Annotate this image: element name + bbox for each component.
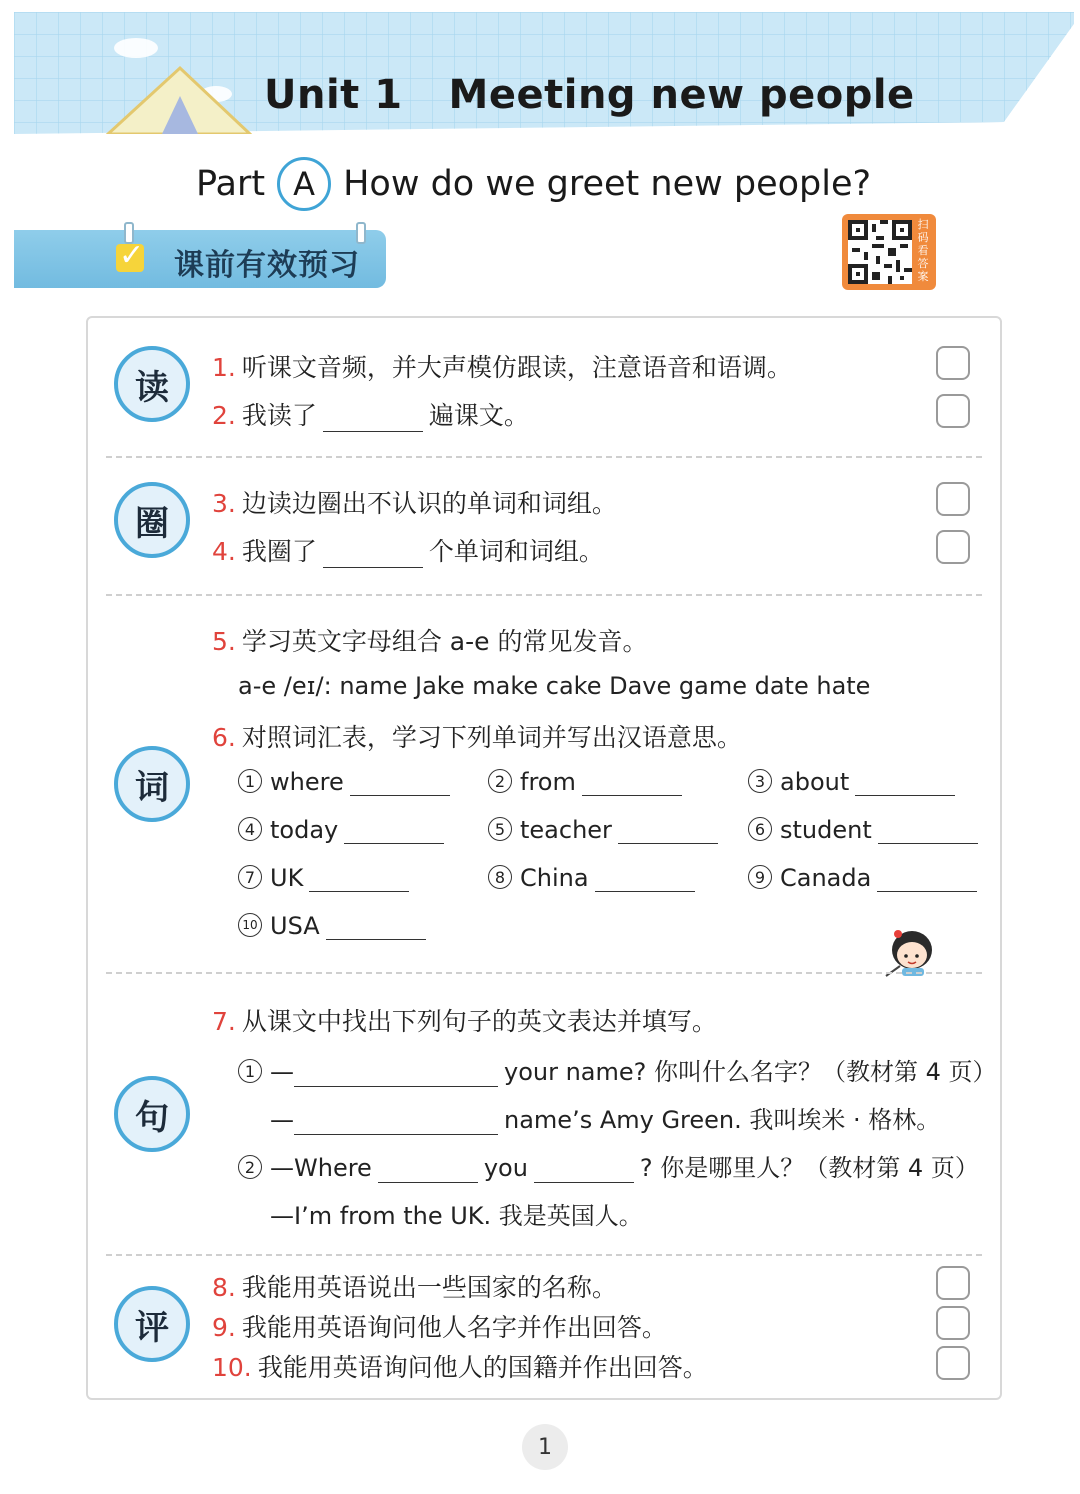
item-4-number: 4. xyxy=(212,537,236,566)
sentences-badge: 句 xyxy=(114,1076,190,1152)
sentence-2a-blank-2[interactable] xyxy=(534,1160,634,1183)
item-7 xyxy=(212,1002,717,1038)
vocab-item xyxy=(748,864,983,892)
vocab-item xyxy=(238,912,432,940)
part-letter-badge: A xyxy=(277,157,331,211)
vocab-item xyxy=(238,864,415,892)
vocab-word: student xyxy=(780,816,872,844)
vocab-item xyxy=(488,768,688,796)
vocab-index: 8 xyxy=(488,865,512,889)
words-badge: 词 xyxy=(114,746,190,822)
vocab-answer-blank[interactable] xyxy=(350,773,450,796)
item-2-number: 2. xyxy=(212,401,236,430)
vocab-word: where xyxy=(270,768,344,796)
answer-qr-code[interactable] xyxy=(842,214,936,290)
part-question: How do we greet new people? xyxy=(343,164,872,204)
sentence-1b-blank[interactable] xyxy=(294,1112,498,1135)
vocab-index: 6 xyxy=(748,817,772,841)
vocab-word: teacher xyxy=(520,816,612,844)
vocab-index: 7 xyxy=(238,865,262,889)
item-4-prefix: 我圈了 xyxy=(241,537,317,566)
vocab-word: USA xyxy=(270,912,320,940)
item-10-number: 10. xyxy=(212,1353,252,1382)
item-5 xyxy=(212,622,647,658)
sentence-1a-blank[interactable] xyxy=(294,1064,498,1087)
vocab-word: China xyxy=(520,864,589,892)
vocab-index: 10 xyxy=(238,913,262,937)
sentence-2b: —I’m from the UK. 我是英国人。 xyxy=(270,1202,643,1230)
vocab-answer-blank[interactable] xyxy=(877,869,977,892)
qr-code-icon xyxy=(848,220,912,284)
item-7-number: 7. xyxy=(212,1007,236,1036)
item-3-checkbox[interactable] xyxy=(936,482,970,516)
sentence-1a-tail: your name? 你叫什么名字？（教材第 4 页） xyxy=(504,1058,997,1086)
phonics-line: a-e /eɪ/: name Jake make cake Dave game date hate xyxy=(238,672,871,700)
read-count-blank[interactable] xyxy=(323,409,423,432)
vocab-item xyxy=(238,816,450,844)
section-divider xyxy=(106,1254,982,1256)
qr-side-text: 扫码看答案 xyxy=(917,218,929,283)
item-1-number: 1. xyxy=(212,353,236,382)
item-3-number: 3. xyxy=(212,489,236,518)
item-7-text: 从课文中找出下列句子的英文表达并填写。 xyxy=(241,1007,717,1036)
item-8 xyxy=(212,1268,617,1304)
unit-label: Unit 1 xyxy=(264,72,403,118)
vocab-answer-blank[interactable] xyxy=(878,821,978,844)
vocab-word: UK xyxy=(270,864,304,892)
vocab-item xyxy=(748,816,984,844)
item-1-checkbox[interactable] xyxy=(936,346,970,380)
vocab-answer-blank[interactable] xyxy=(582,773,682,796)
vocab-word: today xyxy=(270,816,339,844)
sentence-2a-mid: you xyxy=(483,1154,528,1182)
item-9-number: 9. xyxy=(212,1313,236,1342)
item-6-text: 对照词汇表，学习下列单词并写出汉语意思。 xyxy=(241,723,742,752)
vocab-item xyxy=(488,816,724,844)
sentence-2a-blank-1[interactable] xyxy=(378,1160,478,1183)
vocab-index: 4 xyxy=(238,817,262,841)
vocab-item xyxy=(748,768,961,796)
item-6 xyxy=(212,718,742,754)
item-4 xyxy=(212,532,604,568)
item-5-text: 学习英文字母组合 a-e 的常见发音。 xyxy=(241,627,648,656)
vocab-word: about xyxy=(780,768,850,796)
item-9 xyxy=(212,1308,667,1344)
circle-count-blank[interactable] xyxy=(323,545,423,568)
item-3-text: 边读边圈出不认识的单词和词组。 xyxy=(241,489,617,518)
dash: — xyxy=(270,1058,294,1086)
item-1-text: 听课文音频，并大声模仿跟读，注意语音和语调。 xyxy=(241,353,792,382)
sentence-1a xyxy=(238,1052,997,1087)
item-1 xyxy=(212,348,792,384)
part-title xyxy=(196,152,871,216)
vocab-item xyxy=(488,864,701,892)
vocab-index: 9 xyxy=(748,865,772,889)
vocab-index: 2 xyxy=(488,769,512,793)
sentence-index: 2 xyxy=(238,1155,262,1179)
sentence-1b-tail: name’s Amy Green. 我叫埃米 · 格林。 xyxy=(504,1106,941,1134)
item-4-checkbox[interactable] xyxy=(936,530,970,564)
sentence-2a xyxy=(238,1148,979,1183)
preview-tab-label: 课前有效预习 xyxy=(174,248,360,283)
item-10-checkbox[interactable] xyxy=(936,1346,970,1380)
item-2-suffix: 遍课文。 xyxy=(428,401,529,430)
girl-illustration-icon xyxy=(884,926,938,978)
preview-card xyxy=(86,316,1002,1400)
vocab-index: 5 xyxy=(488,817,512,841)
vocab-answer-blank[interactable] xyxy=(595,869,695,892)
item-2-checkbox[interactable] xyxy=(936,394,970,428)
part-word: Part xyxy=(196,164,266,204)
section-divider xyxy=(106,594,982,596)
vocab-index: 1 xyxy=(238,769,262,793)
vocab-item xyxy=(238,768,456,796)
vocab-answer-blank[interactable] xyxy=(618,821,718,844)
item-8-number: 8. xyxy=(212,1273,236,1302)
vocab-word: Canada xyxy=(780,864,872,892)
vocab-answer-blank[interactable] xyxy=(326,917,426,940)
item-8-checkbox[interactable] xyxy=(936,1266,970,1300)
unit-name: Meeting new people xyxy=(448,72,915,118)
section-divider xyxy=(106,456,982,458)
sentence-1b xyxy=(270,1100,940,1135)
item-6-number: 6. xyxy=(212,723,236,752)
item-9-checkbox[interactable] xyxy=(936,1306,970,1340)
page-number: 1 xyxy=(522,1424,568,1470)
vocab-index: 3 xyxy=(748,769,772,793)
item-4-suffix: 个单词和词组。 xyxy=(428,537,604,566)
item-10-text: 我能用英语询问他人的国籍并作出回答。 xyxy=(257,1353,708,1382)
vocab-answer-blank[interactable] xyxy=(855,773,955,796)
checkmark-icon: ✓ xyxy=(116,244,144,272)
vocab-answer-blank[interactable] xyxy=(344,821,444,844)
item-2 xyxy=(212,396,529,432)
unit-title xyxy=(264,72,915,118)
sentence-2a-tail: ? 你是哪里人？（教材第 4 页） xyxy=(639,1154,979,1182)
circle-badge: 圈 xyxy=(114,482,190,558)
dash: — xyxy=(270,1106,294,1134)
item-3 xyxy=(212,484,617,520)
read-badge: 读 xyxy=(114,346,190,422)
item-2-prefix: 我读了 xyxy=(241,401,317,430)
sentence-index: 1 xyxy=(238,1059,262,1083)
item-9-text: 我能用英语询问他人名字并作出回答。 xyxy=(241,1313,667,1342)
vocab-word: from xyxy=(520,768,576,796)
item-5-number: 5. xyxy=(212,627,236,656)
item-10 xyxy=(212,1348,708,1384)
vocab-answer-blank[interactable] xyxy=(309,869,409,892)
evaluate-badge: 评 xyxy=(114,1286,190,1362)
preview-section-tab xyxy=(14,230,386,288)
item-8-text: 我能用英语说出一些国家的名称。 xyxy=(241,1273,617,1302)
section-divider xyxy=(106,972,982,974)
sentence-2a-pre: —Where xyxy=(270,1154,372,1182)
